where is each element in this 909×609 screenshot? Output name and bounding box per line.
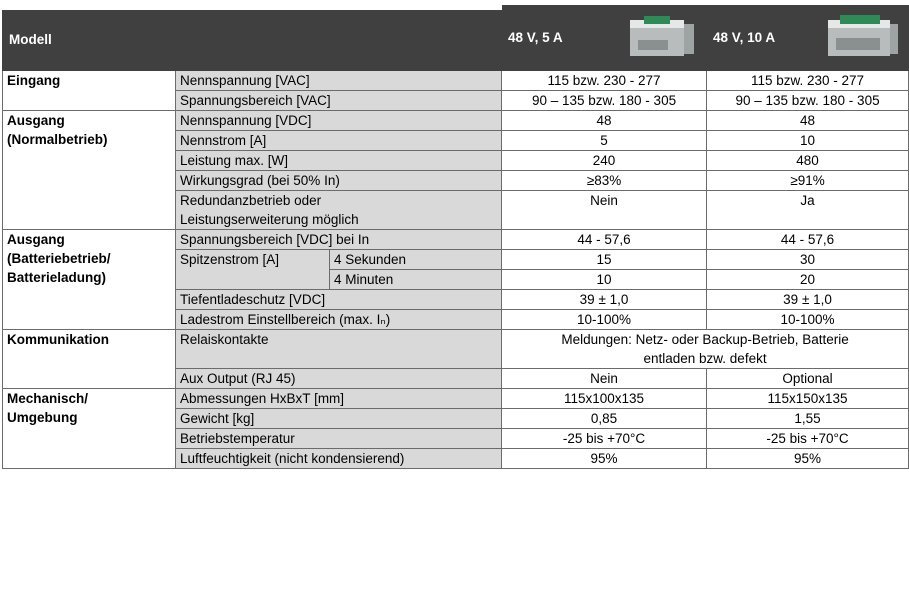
value-10a: 95% xyxy=(707,448,909,468)
product-1-image xyxy=(624,12,698,60)
row-label: Ladestrom Einstellbereich (max. Iₙ) xyxy=(176,309,502,329)
value-5a: 48 xyxy=(502,110,707,130)
row-label xyxy=(176,190,502,229)
product-1-label: 48 V, 5 A xyxy=(508,30,563,45)
row-label: Wirkungsgrad (bei 50% In) xyxy=(176,170,502,190)
category-title-line: Ausgang xyxy=(7,112,65,128)
category-title-line: Batterieladung) xyxy=(7,269,107,285)
category-kommunikation: Kommunikation xyxy=(3,329,176,388)
value-5a: 10-100% xyxy=(502,309,707,329)
category-title-line: (Batteriebetrieb/ xyxy=(7,250,111,266)
table-row xyxy=(3,329,909,368)
value-5a: Nein xyxy=(502,368,707,388)
value-10a: 90 – 135 bzw. 180 - 305 xyxy=(707,90,909,110)
value-merged xyxy=(502,329,909,368)
value-10a: 115 bzw. 230 - 277 xyxy=(707,70,909,90)
value-10a: 44 - 57,6 xyxy=(707,229,909,249)
row-label: Nennstrom [A] xyxy=(176,130,502,150)
row-label: Aux Output (RJ 45) xyxy=(176,368,502,388)
value-10a: 1,55 xyxy=(707,408,909,428)
spec-table xyxy=(2,0,909,469)
value-5a: 10 xyxy=(502,269,707,289)
row-label-line: Redundanzbetrieb oder xyxy=(180,192,322,208)
value-5a: 5 xyxy=(502,130,707,150)
value-10a: 10 xyxy=(707,130,909,150)
category-ausgang-normal xyxy=(3,110,176,229)
value-5a: 115 bzw. 230 - 277 xyxy=(502,70,707,90)
value-5a: 115x100x135 xyxy=(502,388,707,408)
row-label: Tiefentladeschutz [VDC] xyxy=(176,289,502,309)
row-label: Nennspannung [VDC] xyxy=(176,110,502,130)
category-title-line: Umgebung xyxy=(7,409,78,425)
row-label: Nennspannung [VAC] xyxy=(176,70,502,90)
value-5a: ≥83% xyxy=(502,170,707,190)
row-label: Spannungsbereich [VDC] bei In xyxy=(176,229,502,249)
row-label: Relaiskontakte xyxy=(176,329,502,368)
value-line: entladen bzw. defekt xyxy=(643,350,767,366)
row-sublabel: 4 Sekunden xyxy=(330,249,502,269)
value-10a: 115x150x135 xyxy=(707,388,909,408)
model-header: Modell xyxy=(3,5,502,70)
value-10a: Optional xyxy=(707,368,909,388)
value-10a: 30 xyxy=(707,249,909,269)
category-title-line: (Normalbetrieb) xyxy=(7,131,108,147)
product-2-image xyxy=(826,12,900,60)
value-10a: Ja xyxy=(707,190,909,229)
table-row xyxy=(3,110,909,130)
value-5a: 90 – 135 bzw. 180 - 305 xyxy=(502,90,707,110)
value-line: Meldungen: Netz- oder Backup-Betrieb, Batterie xyxy=(561,331,849,347)
row-label: Luftfeuchtigkeit (nicht kondensierend) xyxy=(176,448,502,468)
product-2-label: 48 V, 10 A xyxy=(713,30,776,45)
value-5a: -25 bis +70°C xyxy=(502,428,707,448)
value-5a: 240 xyxy=(502,150,707,170)
value-10a: 10-100% xyxy=(707,309,909,329)
row-label: Spitzenstrom [A] xyxy=(176,249,330,289)
value-5a: 0,85 xyxy=(502,408,707,428)
value-5a: 44 - 57,6 xyxy=(502,229,707,249)
category-mechanisch xyxy=(3,388,176,468)
value-10a: 48 xyxy=(707,110,909,130)
value-10a: -25 bis +70°C xyxy=(707,428,909,448)
category-title-line: Mechanisch/ xyxy=(7,390,89,406)
table-row xyxy=(3,229,909,249)
category-eingang: Eingang xyxy=(3,70,176,110)
row-label: Abmessungen HxBxT [mm] xyxy=(176,388,502,408)
value-5a: 15 xyxy=(502,249,707,269)
product-header-2 xyxy=(707,5,909,70)
row-label: Gewicht [kg] xyxy=(176,408,502,428)
value-10a: ≥91% xyxy=(707,170,909,190)
header-row xyxy=(3,5,909,70)
row-label: Leistung max. [W] xyxy=(176,150,502,170)
product-header-1 xyxy=(502,5,707,70)
category-ausgang-batterie xyxy=(3,229,176,329)
category-title-line: Ausgang xyxy=(7,231,65,247)
row-label-line: Leistungserweiterung möglich xyxy=(180,211,359,227)
row-sublabel: 4 Minuten xyxy=(330,269,502,289)
table-row xyxy=(3,388,909,408)
value-5a: 39 ± 1,0 xyxy=(502,289,707,309)
value-5a: Nein xyxy=(502,190,707,229)
value-5a: 95% xyxy=(502,448,707,468)
value-10a: 20 xyxy=(707,269,909,289)
value-10a: 480 xyxy=(707,150,909,170)
table-row xyxy=(3,70,909,90)
row-label: Betriebstemperatur xyxy=(176,428,502,448)
row-label: Spannungsbereich [VAC] xyxy=(176,90,502,110)
value-10a: 39 ± 1,0 xyxy=(707,289,909,309)
